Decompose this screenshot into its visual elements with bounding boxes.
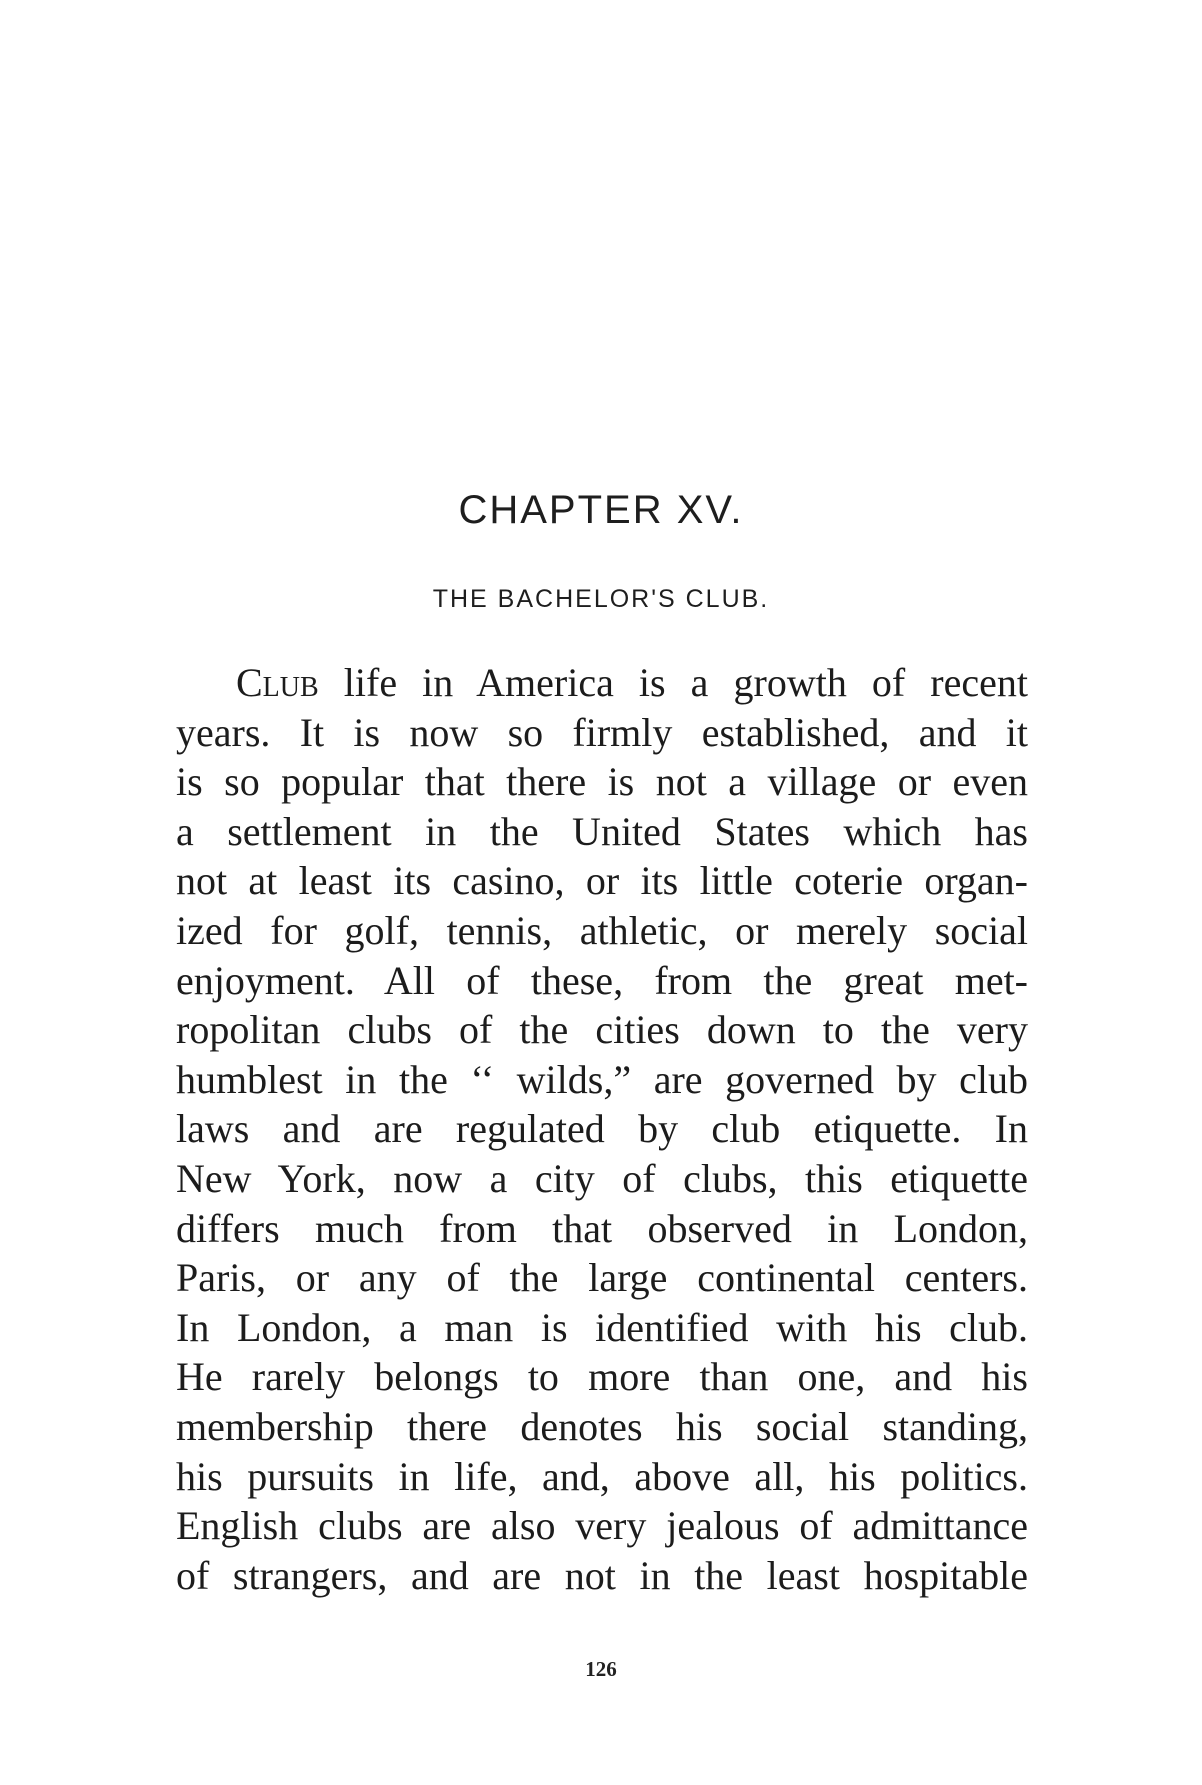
text-line: his pursuits in life, and, above all, his politics. (176, 1453, 1028, 1499)
text-line: not at least its casino, or its little coterie organ- (176, 858, 1028, 904)
text-line: is so popular that there is not a village or even (176, 759, 1028, 805)
text-line: humblest in the ‘‘ wilds,” are governed by club (176, 1056, 1028, 1102)
text-line: of strangers, and are not in the least hospitable (176, 1552, 1028, 1598)
text-line: years. It is now so firmly established, and it (176, 709, 1028, 755)
chapter-subtitle: THE BACHELOR'S CLUB. (432, 585, 770, 613)
text-line: Club life in America is a growth of recent (236, 660, 1028, 705)
text-line: enjoyment. All of these, from the great met- (176, 957, 1028, 1003)
text-line: ropolitan clubs of the cities down to the very (176, 1007, 1028, 1053)
page-number: 126 (585, 1657, 617, 1681)
text-line: He rarely belongs to more than one, and his (176, 1354, 1028, 1400)
text-line: a settlement in the United States which has (176, 808, 1028, 854)
text-line: membership there denotes his social standing, (176, 1403, 1028, 1449)
text-line: differs much from that observed in London, (176, 1205, 1028, 1251)
text-line: ized for golf, tennis, athletic, or merely social (176, 907, 1028, 953)
text-line: In London, a man is identified with his club. (176, 1304, 1028, 1350)
body-paragraph (176, 658, 1028, 1600)
text-line: English clubs are also very jealous of admittance (176, 1503, 1028, 1549)
chapter-title: CHAPTER XV. (458, 488, 744, 532)
drop-word: Club (236, 660, 319, 705)
text-line: laws and are regulated by club etiquette. In (176, 1106, 1028, 1152)
text-line: Paris, or any of the large continental centers. (176, 1255, 1028, 1301)
text-line: New York, now a city of clubs, this etiquette (176, 1155, 1028, 1201)
